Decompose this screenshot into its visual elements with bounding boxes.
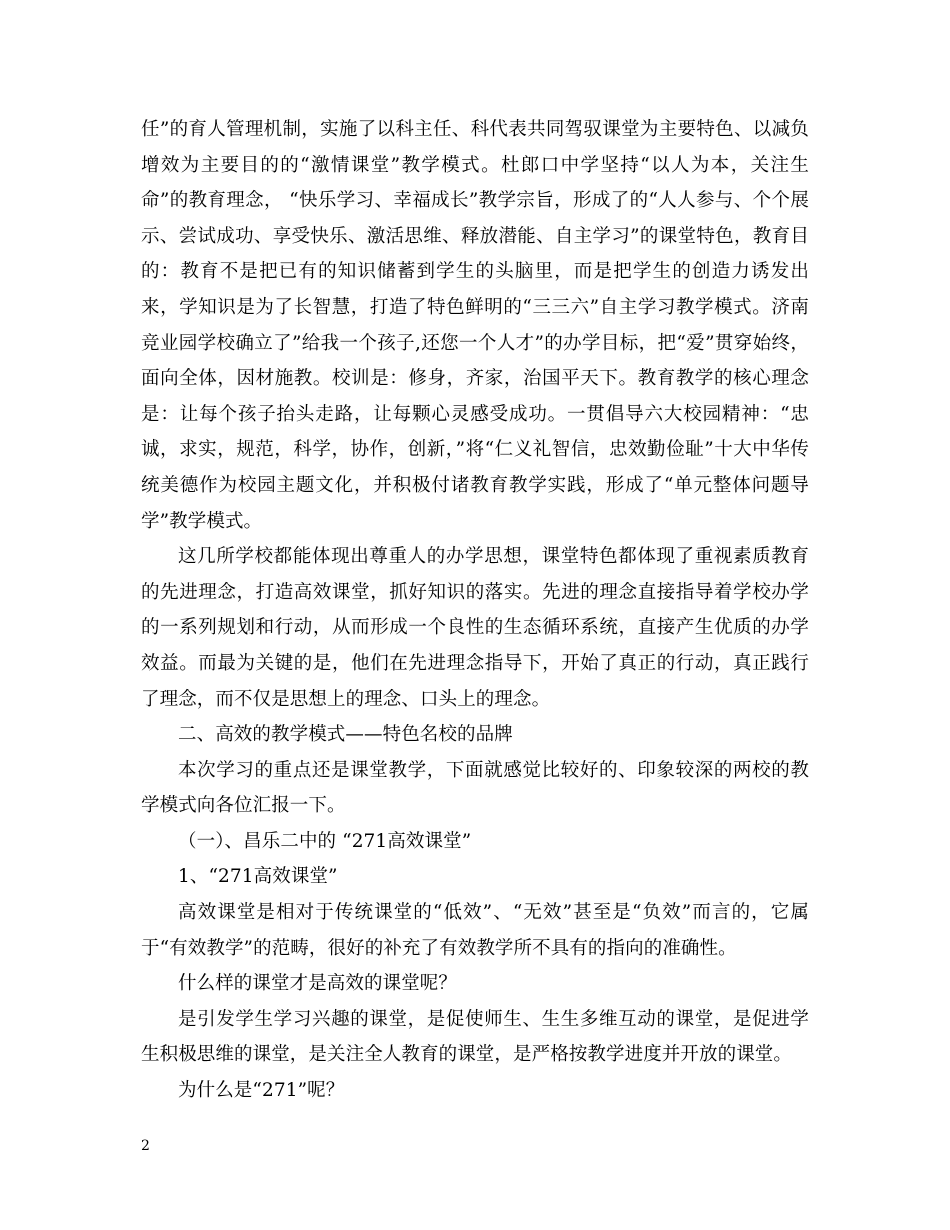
subsection-heading: （一）、昌乐二中的 “271高效课堂” (178, 830, 472, 852)
document-body (141, 112, 809, 1109)
paragraph-definition: 高效课堂是相对于传统课堂的“低效”、“无效”甚至是“负效”而言的，它属于“有效教学”的范畴，很好的补充了有效教学所不具有的指向的准确性。 (141, 902, 809, 959)
paragraph-school-models: 任”的育人管理机制，实施了以科主任、科代表共同驾驭课堂为主要特色、以减负增效为主要目的的“激情课堂”教学模式。杜郎口中学坚持“以人为本，关注生命”的教育理念， “快乐学习、幸福成长”教学宗旨，形成了的“人人参与、个个展示、尝试成功、享受快乐、激活思维、释放潜能、自主学习”的课堂特色，教育目的：教育不是把已有的知识储蓄到学生的头脑里，而是把学生的创造力诱发出来，学知识是为了长智慧，打造了特色鲜明的“三三六”自主学习教学模式。济南竞业园学校确立了”给我一个孩子,还您一个人才”的办学目标，把“爱”贯穿始终，面向全体，因材施教。校训是：修身，齐家，治国平天下。教育教学的核心理念是：让每个孩子抬头走路，让每颗心灵感受成功。一贯倡导六大校园精神：“忠诚，求实，规范，科学，协作，创新，”将“仁义礼智信，忠效勤俭耻”十大中华传统美德作为校园主题文化，并积极付诸教育教学实践，形成了“单元整体问题导学”教学模式。 (141, 119, 809, 532)
paragraph-summary: 这几所学校都能体现出尊重人的办学思想，课堂特色都体现了重视素质教育的先进理念，打造高效课堂，抓好知识的落实。先进的理念直接指导着学校办学的一系列规划和行动，从而形成一个良性的生态循环系统，直接产生优质的办学效益。而最为关键的是，他们在先进理念指导下，开始了真正的行动，真正践行了理念，而不仅是思想上的理念、口头上的理念。 (141, 546, 809, 710)
paragraph-intro: 本次学习的重点还是课堂教学，下面就感觉比较好的、印象较深的两校的教学模式向各位汇报一下。 (141, 759, 809, 817)
paragraph-question: 什么样的课堂才是高效的课堂呢？ (178, 973, 458, 995)
page-number: 2 (141, 1138, 150, 1154)
section-heading: 二、高效的教学模式——特色名校的品牌 (178, 724, 513, 746)
item-heading: 1、“271高效课堂” (178, 866, 338, 888)
paragraph-why-271: 为什么是“271”呢？ (178, 1080, 345, 1102)
paragraph-answer: 是引发学生学习兴趣的课堂，是促使师生、生生多维互动的课堂，是促进学生积极思维的课堂，是关注全人教育的课堂，是严格按教学进度并开放的课堂。 (141, 1008, 809, 1066)
